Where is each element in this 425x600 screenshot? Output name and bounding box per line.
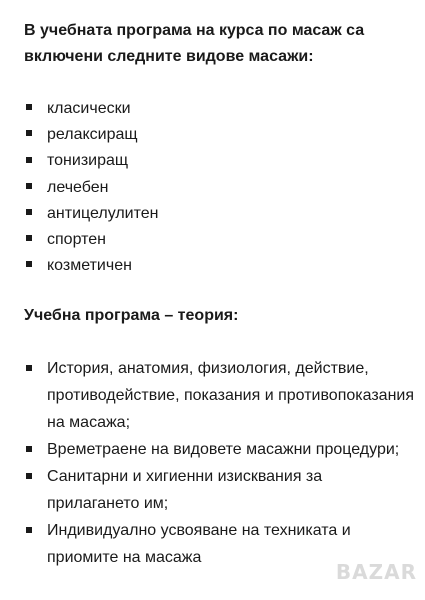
watermark-logo: BAZAR — [335, 560, 417, 584]
list-item: релаксиращ — [24, 122, 414, 148]
massage-types-list — [24, 96, 414, 279]
bullet-icon — [26, 446, 32, 452]
bullet-icon — [26, 183, 32, 189]
bullet-icon — [26, 130, 32, 136]
list-item: Санитарни и хигиенни изисквания за прилагането им; — [24, 463, 414, 517]
list-item: тонизиращ — [24, 148, 414, 174]
list-item: антицелулитен — [24, 201, 414, 227]
list-item: Времетраене на видовете масажни процедури; — [24, 436, 414, 463]
theory-list — [24, 355, 414, 571]
document-body — [24, 16, 414, 571]
list-item: лечебен — [24, 175, 414, 201]
bullet-icon — [26, 104, 32, 110]
bullet-icon — [26, 473, 32, 479]
list-item: класически — [24, 96, 414, 122]
list-item: спортен — [24, 227, 414, 253]
theory-heading: Учебна програма – теория: — [24, 307, 239, 325]
bullet-icon — [26, 261, 32, 267]
bullet-icon — [26, 365, 32, 371]
list-item: История, анатомия, физиология, действие, противодействие, показания и противопоказания на масажа; — [24, 355, 414, 436]
bullet-icon — [26, 235, 32, 241]
list-item: козметичен — [24, 253, 414, 279]
list-item: Индивидуално усвояване на техниката и приомите на масажа — [24, 517, 414, 571]
intro-heading: В учебната програма на курса по масаж са включени следните видове масажи: — [24, 22, 365, 65]
bullet-icon — [26, 157, 32, 163]
bullet-icon — [26, 527, 32, 533]
bullet-icon — [26, 209, 32, 215]
